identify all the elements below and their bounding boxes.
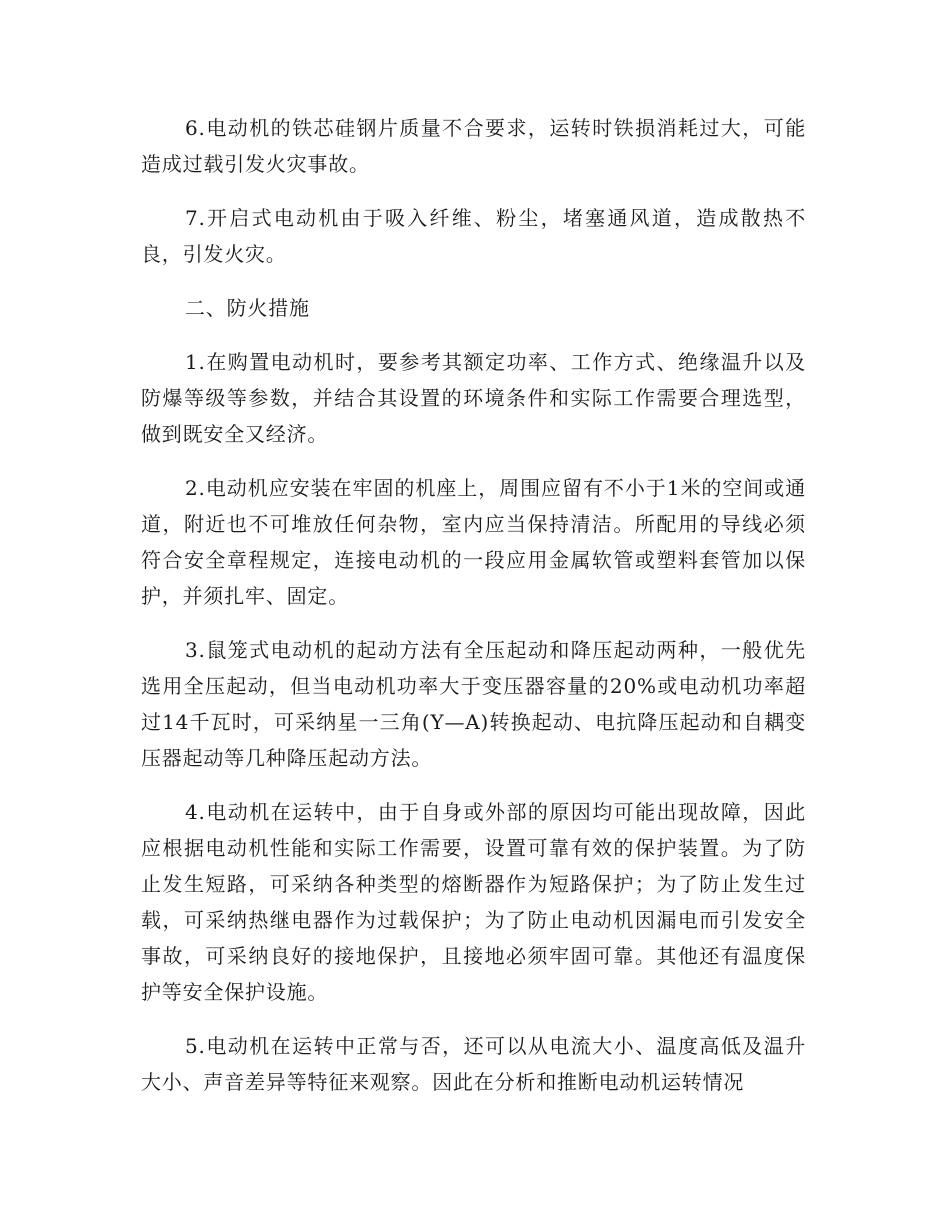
- paragraph-cause-6: 6.电动机的铁芯硅钢片质量不合要求，运转时铁损消耗过大，可能造成过载引发火灾事故。: [141, 116, 806, 176]
- paragraph-measure-5: 5.电动机在运转中正常与否，还可以从电流大小、温度高低及温升大小、声音差异等特征来观察。因此在分析和推断电动机运转情况: [141, 1034, 806, 1094]
- paragraph-measure-1: 1.在购置电动机时，要参考其额定功率、工作方式、绝缘温升以及防爆等级等参数，并结合其设置的环境条件和实际工作需要合理选型，做到既安全又经济。: [141, 350, 806, 446]
- paragraph-measure-3: 3.鼠笼式电动机的起动方法有全压起动和降压起动两种，一般优先选用全压起动，但当电动机功率大于变压器容量的20%或电动机功率超过14千瓦时，可采纳星一三角(Y—A)转换起动、电抗降压起动和自耦变压器起动等几种降压起动方法。: [141, 638, 806, 770]
- document-body: [141, 110, 806, 1118]
- paragraph-cause-7: 7.开启式电动机由于吸入纤维、粉尘，堵塞通风道，造成散热不良，引发火灾。: [141, 206, 806, 266]
- paragraph-measure-2: 2.电动机应安装在牢固的机座上，周围应留有不小于1米的空间或通道，附近也不可堆放任何杂物，室内应当保持清洁。所配用的导线必须符合安全章程规定，连接电动机的一段应用金属软管或塑料套管加以保护，并须扎牢、固定。: [141, 476, 806, 608]
- section-heading-fire-prevention: 二、防火措施: [185, 296, 310, 320]
- paragraph-measure-4: 4.电动机在运转中，由于自身或外部的原因均可能出现故障，因此应根据电动机性能和实际工作需要，设置可靠有效的保护装置。为了防止发生短路，可采纳各种类型的熔断器作为短路保护；为了防止发生过载，可采纳热继电器作为过载保护；为了防止电动机因漏电而引发安全事故，可采纳良好的接地保护，且接地必须牢固可靠。其他还有温度保护等安全保护设施。: [141, 800, 806, 1004]
